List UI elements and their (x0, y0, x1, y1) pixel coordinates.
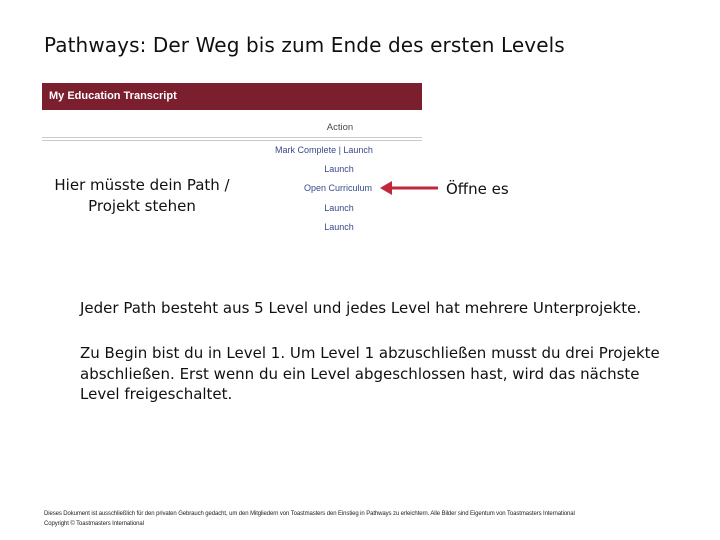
transcript-header: My Education Transcript (42, 83, 422, 110)
path-explanation-label: Hier müsste dein Path / Projekt stehen (54, 176, 230, 215)
action-column-header: Action (326, 122, 354, 133)
page-title: Pathways: Der Weg bis zum Ende des ersten Levels (44, 33, 565, 57)
footer-copyright: Copyright © Toastmasters International (44, 521, 144, 527)
paragraph-level-one: Zu Begin bist du in Level 1. Um Level 1 abzuschließen musst du drei Projekte abschließen. Erst wenn du ein Level abgeschlossen hast, wird das nächste Level freigeschaltet. (80, 344, 660, 403)
divider (42, 140, 422, 141)
paragraph-levels: Jeder Path besteht aus 5 Level und jedes Level hat mehrere Unterprojekte. (80, 299, 642, 317)
open-curriculum-link[interactable]: Open Curriculum (303, 183, 373, 193)
mark-complete-launch-link[interactable]: Mark Complete | Launch (275, 145, 373, 155)
launch-link[interactable]: Launch (324, 164, 354, 174)
transcript-screenshot (42, 83, 422, 261)
launch-link[interactable]: Launch (324, 203, 354, 213)
arrow-left-icon (378, 180, 442, 196)
launch-link[interactable]: Launch (324, 222, 354, 232)
footer-disclaimer: Dieses Dokument ist ausschließlich für den privaten Gebrauch gedacht, um den Mitgliedern von Toastmasters den Einstieg in Pathways zu erleichtern. Alle Bilder sind Eigentum von Toastmasters International (44, 511, 575, 517)
open-it-label: Öffne es (446, 180, 509, 198)
divider (42, 137, 422, 138)
